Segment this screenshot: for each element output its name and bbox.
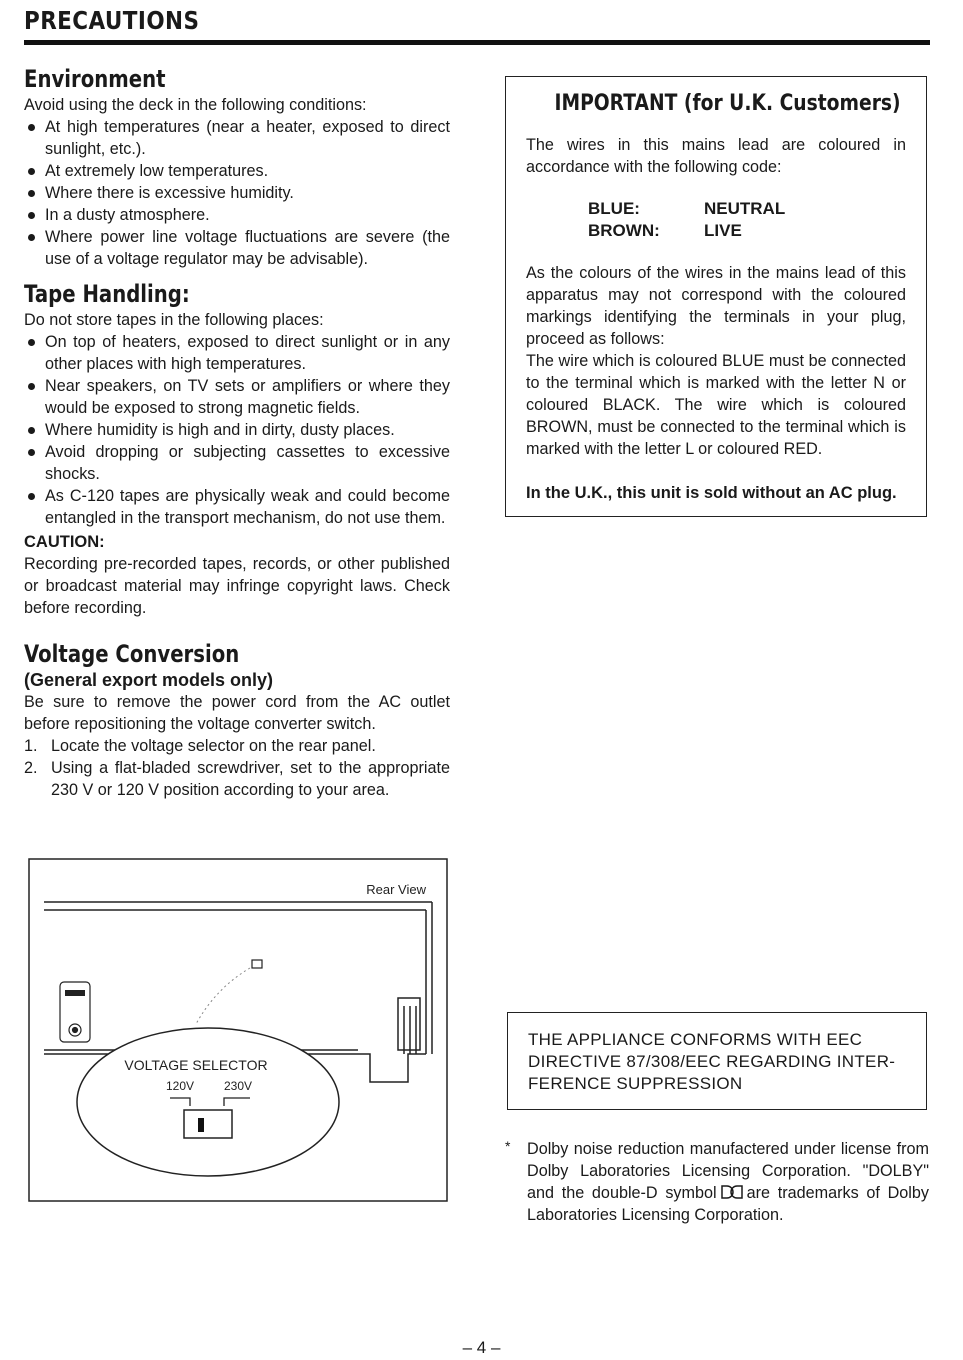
page-number: – 4 – <box>462 1338 501 1357</box>
uk-body-2: The wire which is coloured BLUE must be connected to the terminal which is marked with the letter N or coloured BLACK. The wire which is coloured BROWN, must be connected to the terminal which is marked with the letter L or coloured RED. <box>526 352 906 458</box>
page-title: PRECAUTIONS <box>24 6 200 35</box>
uk-note: In the U.K., this unit is sold without an AC plug. <box>526 484 897 502</box>
double-d-icon <box>721 1185 743 1199</box>
magnifier-oval <box>77 1028 339 1176</box>
label-120v: 120V <box>165 1079 195 1093</box>
environment-section <box>24 64 450 270</box>
voltage-subheading: (General export models only) <box>24 670 274 690</box>
voltage-section <box>24 639 450 801</box>
dolby-text-a: Dolby noise reduction manufactered under license from Dolby Laboratories Licensing Corporation. "DOLBY" and the double-D symbol <box>527 1140 929 1202</box>
wire-code-table <box>588 198 906 242</box>
list-item <box>24 757 450 801</box>
caution-label: CAUTION: <box>24 533 105 551</box>
wire-meaning: NEUTRAL <box>704 199 786 218</box>
voltage-heading: Voltage Conversion <box>24 640 240 668</box>
rear-view-label: Rear View <box>366 882 426 897</box>
left-column <box>24 64 450 801</box>
list-item: In a dusty atmosphere. <box>24 204 450 226</box>
step-number: 1. <box>24 737 38 755</box>
header-rule <box>24 40 930 45</box>
wire-color: BLUE: <box>588 199 640 218</box>
voltage-selector-label: VOLTAGE SELECTOR <box>124 1057 268 1073</box>
list-item: At high temperatures (near a heater, exposed to direct sunlight, etc.). <box>24 116 450 160</box>
environment-list <box>24 116 450 270</box>
list-item: Near speakers, on TV sets or amplifiers or where they would be exposed to strong magnetic fields. <box>24 375 450 419</box>
list-item: As C-120 tapes are physically weak and could become entangled in the transport mechanism, do not use them. <box>24 485 450 529</box>
list-item <box>24 735 450 757</box>
list-item: Where power line voltage fluctuations are severe (the use of a voltage regulator may be advisable). <box>24 226 450 270</box>
step-number: 2. <box>24 759 38 777</box>
list-item: Where there is excessive humidity. <box>24 182 450 204</box>
eec-notice-box <box>507 1012 927 1110</box>
label-230v: 230V <box>223 1079 253 1093</box>
list-item: On top of heaters, exposed to direct sunlight or in any other places with high temperatures. <box>24 331 450 375</box>
uk-notice-box <box>505 76 927 517</box>
step-text: Locate the voltage selector on the rear panel. <box>51 737 376 755</box>
eec-text: THE APPLIANCE CONFORMS WITH EEC DIRECTIVE 87/308/EEC REGARDING INTER-FERENCE SUPPRESSION <box>528 1030 896 1093</box>
dolby-note <box>505 1138 929 1226</box>
remote-jack <box>60 982 90 1042</box>
leader-line <box>196 968 250 1024</box>
caution-text: Recording pre-recorded tapes, records, or other published or broadcast material may infringe copyright laws. Check before recording. <box>24 555 450 617</box>
list-item: At extremely low temperatures. <box>24 160 450 182</box>
list-item: Where humidity is high and in dirty, dusty places. <box>24 419 450 441</box>
tape-handling-list <box>24 331 450 529</box>
footnote-star: * <box>505 1138 511 1154</box>
right-column <box>505 76 927 517</box>
uk-intro: The wires in this mains lead are coloured in accordance with the following code: <box>526 136 906 176</box>
tape-handling-section <box>24 279 450 619</box>
voltage-intro: Be sure to remove the power cord from the AC outlet before repositioning the voltage converter switch. <box>24 693 450 733</box>
uk-heading: IMPORTANT (for U.K. Customers) <box>554 91 901 116</box>
list-item: Avoid dropping or subjecting cassettes to excessive shocks. <box>24 441 450 485</box>
switch-slider[interactable] <box>198 1118 204 1132</box>
uk-body: As the colours of the wires in the mains lead of this apparatus may not correspond with the coloured markings identifying the terminals in your plug, proceed as follows: <box>526 264 906 348</box>
connector-icon <box>252 960 262 968</box>
step-text: Using a flat-bladed screwdriver, set to the appropriate 230 V or 120 V position according to your area. <box>51 759 450 799</box>
voltage-steps <box>24 735 450 801</box>
wire-meaning: LIVE <box>704 221 742 240</box>
dolby-text-b: are trademarks of Dolby Laboratories Licensing Corporation. <box>527 1184 929 1224</box>
rear-view-diagram <box>28 858 448 1202</box>
dolby-text <box>505 1138 929 1226</box>
tape-handling-intro: Do not store tapes in the following places: <box>24 311 324 329</box>
wire-color: BROWN: <box>588 221 660 240</box>
environment-heading: Environment <box>24 65 166 93</box>
environment-intro: Avoid using the deck in the following conditions: <box>24 96 367 114</box>
tape-handling-heading: Tape Handling: <box>24 280 190 308</box>
